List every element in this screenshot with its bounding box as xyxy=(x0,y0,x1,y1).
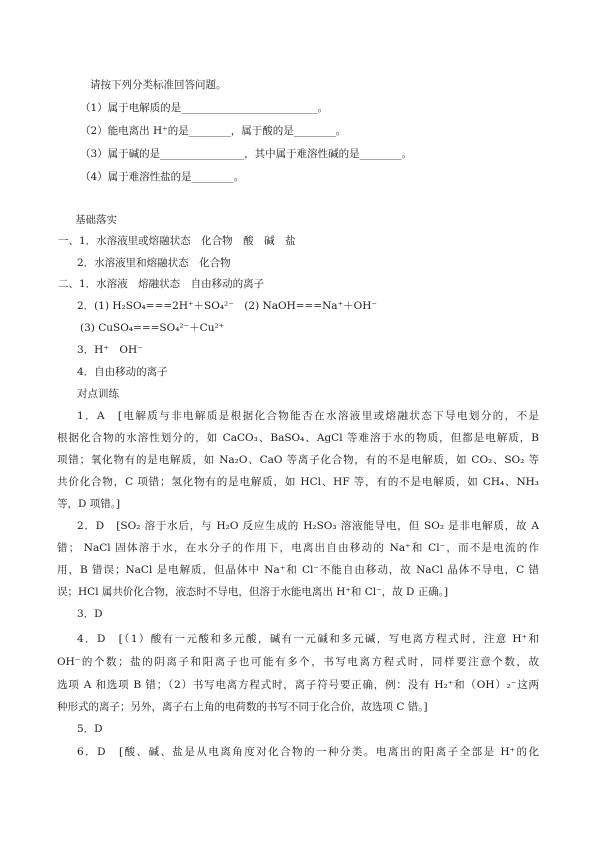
practice-3: 3．D xyxy=(77,608,103,620)
practice-4-line: 选项 A 和选项 B 错；（2）书写电离方程式时，离子符号要正确，例：没有 H₂⁺和（OH）₂⁻这两 xyxy=(57,679,539,691)
practice-4-line: 种形式的离子；另外，离子右上角的电荷数的书写不同于化合价，故选项 C 错。] xyxy=(57,701,428,713)
practice-1-line: 共价化合物，C 项错；氢化物有的是电解质，如 HCl、HF 等，有的不是电解质，如 CH₄、NH₃ xyxy=(57,476,539,488)
question-intro: 请按下列分类标准回答问题。 xyxy=(90,79,227,91)
answer-1-1: 一、1．水溶液里或熔融状态 化合物 酸 碱 盐 xyxy=(58,235,296,247)
practice-2-line: 误；HCl 属共价化合物，液态时不导电，但溶于水能电离出 H⁺和 Cl⁻，故 D 正确。] xyxy=(57,586,449,598)
answer-2-2b: (3) CuSO₄===SO₄²⁻＋Cu²⁺ xyxy=(80,322,225,334)
question-4: （4）属于难溶性盐的是________。 xyxy=(80,171,245,183)
answer-1-2: 2．水溶液里和熔融状态 化合物 xyxy=(77,257,231,269)
practice-2-line: 错； NaCl 固体溶于水，在水分子的作用下，电离出自由移动的 Na⁺和 Cl⁻，而不是电流的作 xyxy=(57,542,539,554)
practice-1-line: 项错；氧化物有的是电解质，如 Na₂O、CaO 等离子化合物，有的不是电解质，如 CO₂、SO₂ 等 xyxy=(57,454,539,466)
practice-6-line: 6．D [酸、碱、盐是从电离角度对化合物的一种分类。电离出的阳离子全部是 H⁺的化 xyxy=(77,746,539,758)
practice-5: 5．D xyxy=(77,723,103,735)
question-1: （1）属于电解质的是__________________________。 xyxy=(80,102,329,114)
answer-2-3: 3．H⁺ OH⁻ xyxy=(77,344,143,356)
practice-4-line: OH⁻的个数；盐的阴离子和阳离子也可能有多个，书写电离方程式时，同样要注意个数，故 xyxy=(57,656,539,668)
practice-2-line: 用，B 错误；NaCl 是电解质，但晶体中 Na⁺和 Cl⁻不能自由移动，故 NaCl 晶体不导电，C 错 xyxy=(57,564,539,576)
question-3: （3）属于碱的是________________，其中属于难溶性碱的是________。 xyxy=(80,148,413,160)
practice-1-line: 等，D 项错。] xyxy=(57,498,121,510)
answer-2-2: 2．(1) H₂SO₄===2H⁺＋SO₄²⁻ (2) NaOH===Na⁺＋OH⁻ xyxy=(77,300,377,312)
practice-4-line: 4．D [（1）酸有一元酸和多元酸，碱有一元碱和多元碱，写电离方程式时，注意 H⁺和 xyxy=(77,633,539,645)
section-heading-basics: 基础落实 xyxy=(75,214,117,226)
section-heading-practice: 对点训练 xyxy=(77,388,119,400)
question-2: （2）能电离出 H⁺的是________，属于酸的是________。 xyxy=(80,125,347,137)
practice-1-line: 根据化合物的水溶性划分的，如 CaCO₃、BaSO₄、AgCl 等难溶于水的物质，但都是电解质，B xyxy=(57,432,539,444)
answer-2-4: 4．自由移动的离子 xyxy=(77,366,168,378)
practice-2-line: 2．D [SO₂ 溶于水后，与 H₂O 反应生成的 H₂SO₃ 溶液能导电，但 SO₂ 是非电解质，故 A xyxy=(77,520,539,532)
practice-1-line: 1．A [电解质与非电解质是根据化合物能否在水溶液里或熔融状态下导电划分的，不是 xyxy=(77,410,539,422)
answer-2-1: 二、1．水溶液 熔融状态 自由移动的离子 xyxy=(58,278,265,290)
